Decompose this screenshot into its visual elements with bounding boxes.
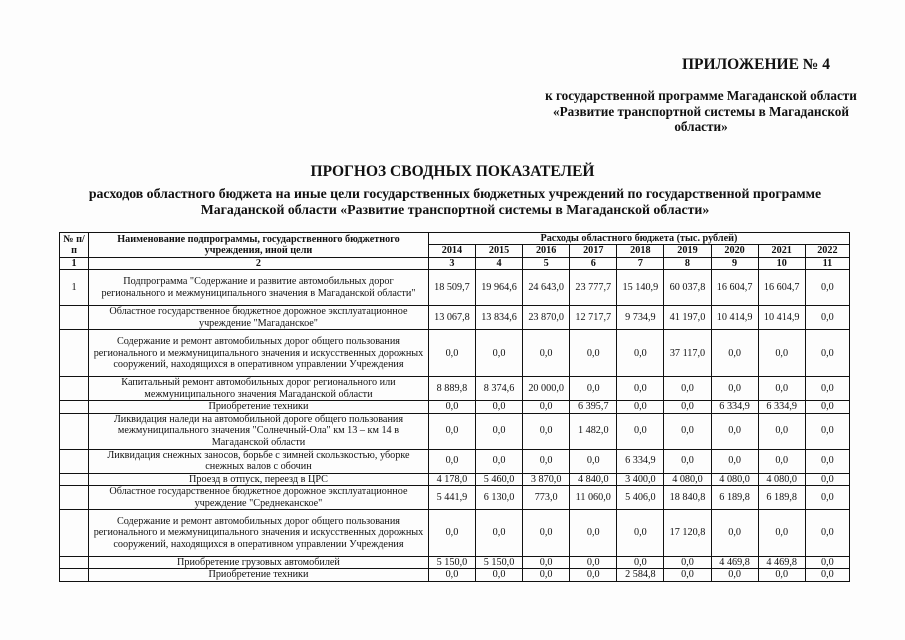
row-value: 0,0 xyxy=(758,330,805,377)
row-value: 0,0 xyxy=(664,449,711,473)
row-value: 0,0 xyxy=(570,569,617,581)
row-number xyxy=(60,401,89,413)
row-number xyxy=(60,413,89,449)
row-value: 773,0 xyxy=(523,486,570,510)
row-value: 5 150,0 xyxy=(475,557,522,569)
row-value: 0,0 xyxy=(664,569,711,581)
table-row xyxy=(60,569,850,581)
forecast-title: ПРОГНОЗ СВОДНЫХ ПОКАЗАТЕЛЕЙ xyxy=(310,163,595,180)
row-value: 18 509,7 xyxy=(428,270,475,306)
row-value: 24 643,0 xyxy=(523,270,570,306)
row-value: 0,0 xyxy=(805,569,849,581)
table-row xyxy=(60,486,850,510)
row-value: 0,0 xyxy=(664,377,711,401)
row-value: 18 840,8 xyxy=(664,486,711,510)
row-value: 5 460,0 xyxy=(475,473,522,485)
row-value: 0,0 xyxy=(664,401,711,413)
row-name: Ликвидация наледи на автомобильной дороге общего пользования межмуниципального значения "Солнечный-Ола" км 13 – км 14 в Магаданской области xyxy=(89,413,429,449)
row-value: 0,0 xyxy=(805,449,849,473)
row-value: 0,0 xyxy=(428,413,475,449)
row-value: 0,0 xyxy=(428,569,475,581)
row-value: 0,0 xyxy=(523,510,570,557)
row-value: 1 482,0 xyxy=(570,413,617,449)
header-column-index: 6 xyxy=(570,257,617,269)
row-value: 0,0 xyxy=(617,330,664,377)
row-value: 0,0 xyxy=(805,270,849,306)
row-value: 0,0 xyxy=(617,413,664,449)
row-value: 0,0 xyxy=(475,413,522,449)
row-value: 0,0 xyxy=(805,330,849,377)
row-value: 15 140,9 xyxy=(617,270,664,306)
row-value: 4 178,0 xyxy=(428,473,475,485)
row-value: 20 000,0 xyxy=(523,377,570,401)
forecast-subtitle: расходов областного бюджета на иные цели государственных бюджетных учреждений по государственной программе Магаданской области «Развитие транспортной системы в Магаданской области» xyxy=(88,186,822,217)
header-column-index: 7 xyxy=(617,257,664,269)
row-value: 6 334,9 xyxy=(617,449,664,473)
row-number xyxy=(60,473,89,485)
row-value: 9 734,9 xyxy=(617,306,664,330)
header-column-index: 3 xyxy=(428,257,475,269)
row-value: 0,0 xyxy=(805,377,849,401)
row-value: 2 584,8 xyxy=(617,569,664,581)
table-row xyxy=(60,330,850,377)
row-value: 0,0 xyxy=(805,306,849,330)
header-year: 2022 xyxy=(805,245,849,257)
header-column-index: 5 xyxy=(523,257,570,269)
row-value: 0,0 xyxy=(711,377,758,401)
appendix-subtitle: к государственной программе Магаданской области «Развитие транспортной системы в Магаданской области» xyxy=(545,88,857,134)
header-index-row xyxy=(60,257,850,269)
row-value: 23 777,7 xyxy=(570,270,617,306)
header-column-index: 10 xyxy=(758,257,805,269)
table-row xyxy=(60,270,850,306)
row-value: 4 469,8 xyxy=(758,557,805,569)
row-value: 4 080,0 xyxy=(664,473,711,485)
row-number xyxy=(60,557,89,569)
row-value: 6 130,0 xyxy=(475,486,522,510)
row-name: Областное государственное бюджетное дорожное эксплуатационное учреждение "Среднеканское" xyxy=(89,486,429,510)
row-value: 11 060,0 xyxy=(570,486,617,510)
row-number: 1 xyxy=(60,270,89,306)
row-value: 10 414,9 xyxy=(711,306,758,330)
row-value: 0,0 xyxy=(711,413,758,449)
table-row xyxy=(60,413,850,449)
row-value: 0,0 xyxy=(475,510,522,557)
row-value: 37 117,0 xyxy=(664,330,711,377)
row-value: 0,0 xyxy=(617,510,664,557)
row-value: 0,0 xyxy=(570,449,617,473)
row-value: 3 400,0 xyxy=(617,473,664,485)
row-value: 3 870,0 xyxy=(523,473,570,485)
row-name: Ликвидация снежных заносов, борьбе с зимней скользкостью, уборке снежных валов с обочин xyxy=(89,449,429,473)
header-year: 2014 xyxy=(428,245,475,257)
header-year: 2021 xyxy=(758,245,805,257)
row-value: 0,0 xyxy=(758,510,805,557)
row-value: 6 334,9 xyxy=(711,401,758,413)
row-value: 12 717,7 xyxy=(570,306,617,330)
row-name: Проезд в отпуск, переезд в ЦРС xyxy=(89,473,429,485)
row-number xyxy=(60,306,89,330)
row-value: 0,0 xyxy=(711,569,758,581)
header-expenses: Расходы областного бюджета (тыс. рублей) xyxy=(428,233,849,245)
row-name: Капитальный ремонт автомобильных дорог регионального или межмуниципального значения Магаданской области xyxy=(89,377,429,401)
row-value: 0,0 xyxy=(805,510,849,557)
row-value: 4 840,0 xyxy=(570,473,617,485)
row-value: 5 406,0 xyxy=(617,486,664,510)
row-value: 0,0 xyxy=(570,377,617,401)
row-value: 0,0 xyxy=(428,401,475,413)
budget-table xyxy=(59,232,850,582)
header-column-index: 8 xyxy=(664,257,711,269)
header-num: № п/п xyxy=(60,233,89,258)
row-value: 23 870,0 xyxy=(523,306,570,330)
row-number xyxy=(60,330,89,377)
row-value: 41 197,0 xyxy=(664,306,711,330)
row-value: 16 604,7 xyxy=(711,270,758,306)
row-value: 0,0 xyxy=(758,377,805,401)
row-value: 4 080,0 xyxy=(758,473,805,485)
row-number xyxy=(60,569,89,581)
row-value: 0,0 xyxy=(711,510,758,557)
row-value: 0,0 xyxy=(523,449,570,473)
header-column-index: 2 xyxy=(89,257,429,269)
appendix-title: ПРИЛОЖЕНИЕ № 4 xyxy=(682,56,830,73)
row-value: 6 395,7 xyxy=(570,401,617,413)
row-value: 0,0 xyxy=(664,557,711,569)
row-value: 0,0 xyxy=(428,510,475,557)
row-value: 0,0 xyxy=(617,377,664,401)
header-year: 2018 xyxy=(617,245,664,257)
row-value: 0,0 xyxy=(523,401,570,413)
row-value: 0,0 xyxy=(711,449,758,473)
row-value: 17 120,8 xyxy=(664,510,711,557)
row-value: 0,0 xyxy=(475,569,522,581)
row-value: 0,0 xyxy=(664,413,711,449)
row-value: 8 374,6 xyxy=(475,377,522,401)
row-name: Приобретение техники xyxy=(89,569,429,581)
table-row xyxy=(60,473,850,485)
row-value: 0,0 xyxy=(617,401,664,413)
row-number xyxy=(60,449,89,473)
row-value: 0,0 xyxy=(523,557,570,569)
row-value: 6 189,8 xyxy=(711,486,758,510)
row-value: 0,0 xyxy=(570,510,617,557)
table-row xyxy=(60,510,850,557)
row-value: 13 834,6 xyxy=(475,306,522,330)
row-value: 0,0 xyxy=(475,449,522,473)
row-value: 0,0 xyxy=(758,449,805,473)
appendix-block xyxy=(536,56,866,135)
header-row-top xyxy=(60,233,850,245)
row-value: 0,0 xyxy=(570,330,617,377)
header-year: 2019 xyxy=(664,245,711,257)
row-value: 0,0 xyxy=(805,486,849,510)
row-value: 8 889,8 xyxy=(428,377,475,401)
row-value: 0,0 xyxy=(805,401,849,413)
row-value: 0,0 xyxy=(758,413,805,449)
table-row xyxy=(60,557,850,569)
row-number xyxy=(60,377,89,401)
row-value: 0,0 xyxy=(805,473,849,485)
header-year: 2017 xyxy=(570,245,617,257)
row-name: Областное государственное бюджетное дорожное эксплуатационное учреждение "Магаданское" xyxy=(89,306,429,330)
row-value: 5 150,0 xyxy=(428,557,475,569)
row-value: 0,0 xyxy=(805,557,849,569)
row-value: 0,0 xyxy=(523,330,570,377)
row-value: 4 469,8 xyxy=(711,557,758,569)
row-name: Содержание и ремонт автомобильных дорог общего пользования регионального и межмуниципального значения и искусственных дорожных сооружений, находящихся в оперативном управлении Учреждения xyxy=(89,510,429,557)
table-row xyxy=(60,401,850,413)
row-value: 0,0 xyxy=(805,413,849,449)
header-column-index: 9 xyxy=(711,257,758,269)
row-name: Приобретение техники xyxy=(89,401,429,413)
table-body xyxy=(60,270,850,582)
row-value: 4 080,0 xyxy=(711,473,758,485)
row-value: 6 334,9 xyxy=(758,401,805,413)
row-value: 0,0 xyxy=(428,330,475,377)
row-value: 19 964,6 xyxy=(475,270,522,306)
row-value: 0,0 xyxy=(428,449,475,473)
header-column-index: 1 xyxy=(60,257,89,269)
row-value: 0,0 xyxy=(523,569,570,581)
row-value: 0,0 xyxy=(617,557,664,569)
row-value: 60 037,8 xyxy=(664,270,711,306)
row-value: 10 414,9 xyxy=(758,306,805,330)
row-value: 0,0 xyxy=(711,330,758,377)
row-value: 6 189,8 xyxy=(758,486,805,510)
row-value: 13 067,8 xyxy=(428,306,475,330)
row-name: Приобретение грузовых автомобилей xyxy=(89,557,429,569)
row-value: 0,0 xyxy=(523,413,570,449)
header-column-index: 4 xyxy=(475,257,522,269)
row-number xyxy=(60,486,89,510)
table-row xyxy=(60,306,850,330)
header-year: 2020 xyxy=(711,245,758,257)
header-year: 2015 xyxy=(475,245,522,257)
row-name: Подпрограмма "Содержание и развитие автомобильных дорог регионального и межмуниципального значения в Магаданской области" xyxy=(89,270,429,306)
row-value: 0,0 xyxy=(570,557,617,569)
row-value: 16 604,7 xyxy=(758,270,805,306)
header-column-index: 11 xyxy=(805,257,849,269)
row-value: 0,0 xyxy=(475,401,522,413)
row-value: 5 441,9 xyxy=(428,486,475,510)
row-value: 0,0 xyxy=(475,330,522,377)
row-name: Содержание и ремонт автомобильных дорог общего пользования регионального и межмуниципального значения и искусственных дорожных сооружений, находящихся в оперативном управлении Учреждения xyxy=(89,330,429,377)
row-number xyxy=(60,510,89,557)
table-row xyxy=(60,377,850,401)
row-value: 0,0 xyxy=(758,569,805,581)
header-year: 2016 xyxy=(523,245,570,257)
table-row xyxy=(60,449,850,473)
header-name: Наименование подпрограммы, государственного бюджетного учреждения, иной цели xyxy=(89,233,429,258)
